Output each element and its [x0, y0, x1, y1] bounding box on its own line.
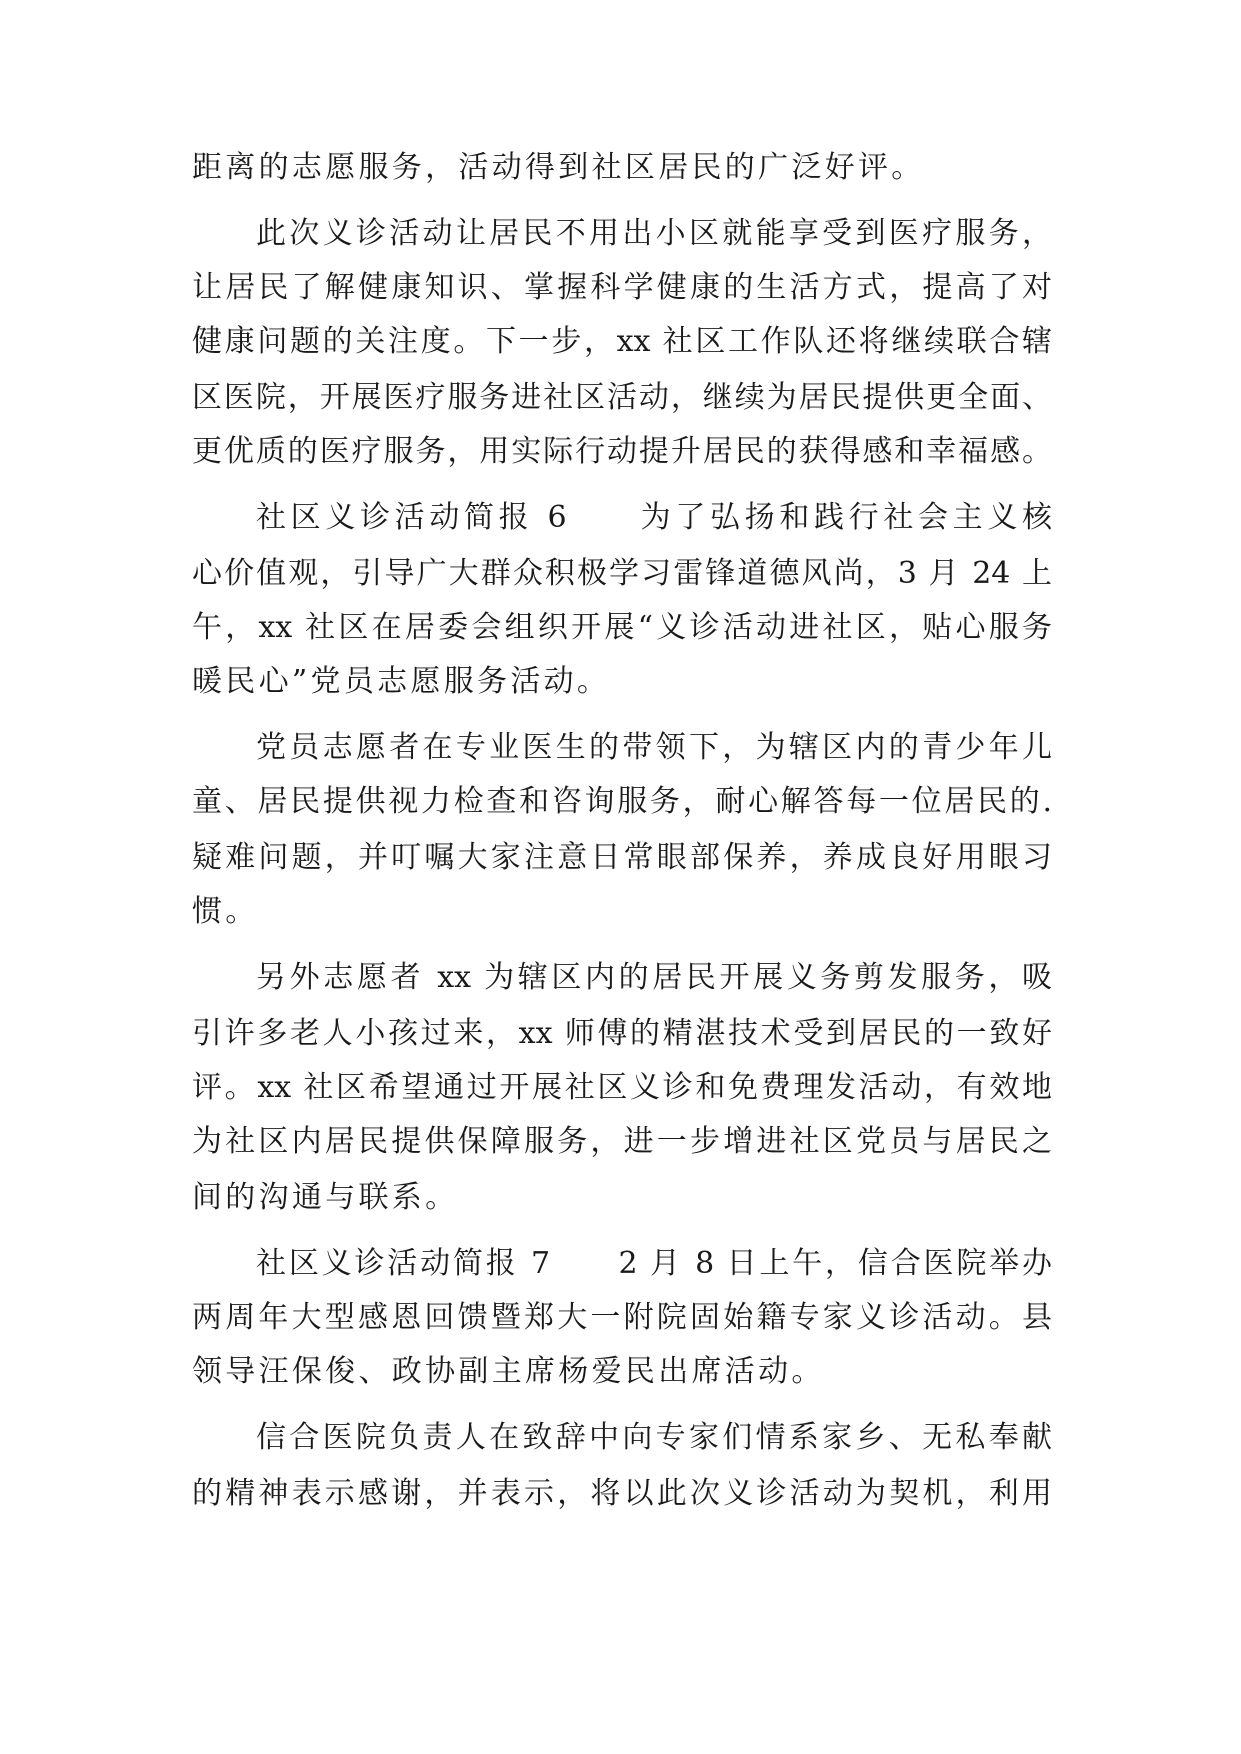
text-line-12: 童、居民提供视力检查和咨询服务，耐心解答每一位居民的.	[192, 784, 1052, 819]
text-line-17: 评。xx 社区希望通过开展社区义诊和免费理发活动，有效地	[192, 1070, 1052, 1105]
text-line-6: 更优质的医疗服务，用实际行动提升居民的获得感和幸福感。	[192, 434, 1052, 469]
text-line-13: 疑难问题，并叮嘱大家注意日常眼部保养，养成良好用眼习	[192, 840, 1052, 875]
text-line-5: 区医院，开展医疗服务进社区活动，继续为居民提供更全面、	[192, 380, 1052, 415]
text-line-18: 为社区内居民提供保障服务，进一步增进社区党员与居民之	[192, 1124, 1052, 1159]
text-line-19: 间的沟通与联系。	[192, 1180, 459, 1215]
text-line-9: 午，xx 社区在居委会组织开展“义诊活动进社区，贴心服务	[192, 610, 1052, 645]
text-line-15: 另外志愿者 xx 为辖区内的居民开展义务剪发服务，吸	[256, 960, 1052, 995]
text-line-14: 惯。	[192, 894, 259, 929]
text-line-3: 让居民了解健康知识、掌握科学健康的生活方式，提高了对	[192, 270, 1052, 305]
text-line-21: 两周年大型感恩回馈暨郑大一附院固始籍专家义诊活动。县	[192, 1300, 1052, 1335]
text-line-16: 引许多老人小孩过来，xx 师傅的精湛技术受到居民的一致好	[192, 1016, 1052, 1051]
text-line-4: 健康问题的关注度。下一步，xx 社区工作队还将继续联合辖	[192, 324, 1052, 359]
text-line-23: 信合医院负责人在致辞中向专家们情系家乡、无私奉献	[256, 1420, 1052, 1455]
text-line-7: 社区义诊活动简报 6 为了弘扬和践行社会主义核	[256, 500, 1052, 535]
text-line-2: 此次义诊活动让居民不用出小区就能享受到医疗服务，	[256, 216, 1052, 251]
text-line-11: 党员志愿者在专业医生的带领下，为辖区内的青少年儿	[256, 730, 1052, 765]
text-line-10: 暖民心”党员志愿服务活动。	[192, 664, 611, 699]
text-line-1: 距离的志愿服务，活动得到社区居民的广泛好评。	[192, 150, 925, 185]
text-line-8: 心价值观，引导广大群众积极学习雷锋道德风尚，3 月 24 上	[192, 556, 1052, 591]
text-line-20: 社区义诊活动简报 7 2 月 8 日上午，信合医院举办	[256, 1246, 1052, 1281]
text-line-22: 领导汪保俊、政协副主席杨爱民出席活动。	[192, 1354, 825, 1389]
text-line-24: 的精神表示感谢，并表示，将以此次义诊活动为契机，利用	[192, 1476, 1052, 1511]
